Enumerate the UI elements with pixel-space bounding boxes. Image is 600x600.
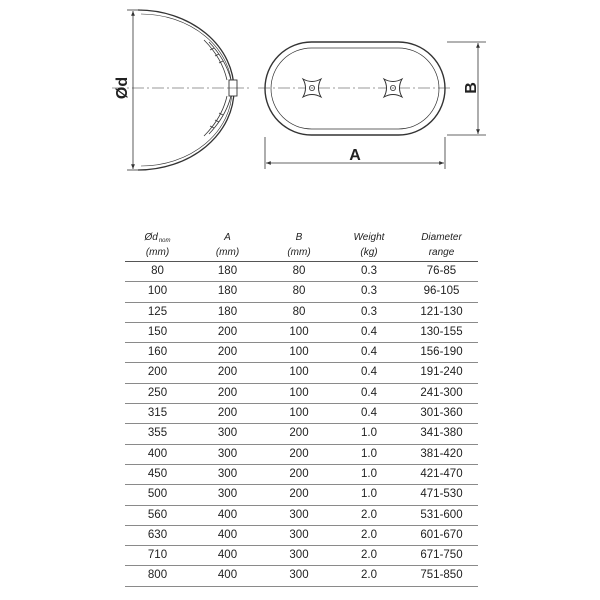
dim-b-cell: 300 [289, 508, 309, 521]
dim-a-cell: 400 [217, 549, 238, 562]
header-diameter-nom-title [125, 230, 190, 245]
dim-b-cell: 100 [289, 366, 309, 379]
diameter-range-cell: 471-530 [420, 488, 463, 501]
diameter-range-cell: 301-360 [420, 407, 463, 420]
dim-a-cell: 400 [217, 508, 238, 521]
diameter-range-cell: 96-105 [423, 285, 460, 298]
table-row [125, 566, 478, 586]
weight-cell: 1.0 [361, 467, 377, 480]
table-row [125, 526, 478, 546]
diameter-range-cell: 381-420 [420, 447, 463, 460]
header-weight [333, 228, 405, 261]
dim-b-cell: 300 [289, 569, 309, 582]
header-diameter-subscript: nom [158, 238, 171, 244]
dim-b-cell: 80 [292, 265, 306, 277]
header-diameter-symbol: Ød [144, 232, 158, 243]
table-body [125, 262, 478, 587]
diameter-nom-cell: 400 [147, 447, 168, 460]
table-row [125, 546, 478, 566]
header-weight-unit: (kg) [360, 247, 378, 258]
table-row [125, 506, 478, 526]
diameter-range-cell: 531-600 [420, 508, 463, 521]
table-row [125, 282, 478, 302]
header-diameter-unit: (mm) [145, 247, 170, 258]
diameter-nom-cell: 355 [147, 427, 168, 440]
dim-b-cell: 200 [289, 447, 309, 460]
dim-a-cell: 200 [217, 386, 238, 399]
table-row [125, 323, 478, 343]
header-dim-b-title: B [295, 232, 303, 243]
dim-b-cell: 300 [289, 549, 309, 562]
table-row [125, 384, 478, 404]
weight-cell: 0.4 [361, 325, 377, 338]
dim-a-cell: 180 [217, 305, 238, 318]
diameter-range-cell: 191-240 [420, 366, 463, 379]
length-dimension-label: A [349, 147, 361, 164]
dim-b-cell: 100 [289, 386, 309, 399]
diameter-range-cell: 751-850 [420, 569, 463, 582]
diameter-nom-cell: 150 [147, 325, 168, 338]
weight-cell: 0.4 [361, 407, 377, 420]
dim-a-cell: 200 [217, 346, 238, 359]
header-diameter-range-sub: range [428, 247, 455, 258]
width-dimension-label: B [463, 82, 480, 94]
diameter-range-cell: 241-300 [420, 386, 463, 399]
dim-a-cell: 300 [217, 427, 238, 440]
dim-b-cell: 300 [289, 528, 309, 541]
weight-cell: 2.0 [361, 528, 377, 541]
table-header [125, 228, 478, 262]
header-dim-b [265, 228, 333, 261]
diameter-nom-cell: 560 [147, 508, 168, 521]
weight-cell: 1.0 [361, 447, 377, 460]
dim-a-cell: 200 [217, 407, 238, 420]
dim-a-cell: 300 [217, 447, 238, 460]
dim-b-cell: 200 [289, 467, 309, 480]
diameter-nom-cell: 450 [147, 467, 168, 480]
diameter-dimension-label: Ød [114, 76, 131, 100]
dim-b-cell: 100 [289, 325, 309, 338]
cap-outer-contour [138, 10, 234, 170]
diameter-nom-cell: 80 [151, 265, 164, 277]
diameter-nom-cell: 200 [147, 366, 168, 379]
diameter-nom-cell: 800 [147, 569, 168, 582]
dim-a-cell: 300 [217, 488, 238, 501]
weight-cell: 0.3 [361, 305, 377, 318]
wing-nut-left [303, 79, 321, 97]
dim-a-cell: 200 [217, 325, 238, 338]
diameter-range-cell: 130-155 [420, 325, 463, 338]
oval-inner-contour [271, 48, 439, 129]
dim-a-cell: 400 [217, 569, 238, 582]
diameter-range-cell: 121-130 [420, 305, 463, 318]
dim-b-cell: 200 [289, 488, 309, 501]
diameter-nom-cell: 250 [147, 386, 168, 399]
dim-b-cell: 80 [292, 305, 306, 318]
diameter-range-cell: 421-470 [420, 467, 463, 480]
header-diameter-range [405, 228, 478, 261]
weight-cell: 0.3 [361, 265, 377, 277]
table-row [125, 485, 478, 505]
oval-outer-contour [265, 42, 445, 135]
weight-cell: 1.0 [361, 488, 377, 501]
dim-a-cell: 180 [217, 285, 238, 298]
table-row [125, 424, 478, 444]
header-dim-b-unit: (mm) [287, 247, 311, 258]
top-view [258, 42, 452, 135]
dim-b-cell: 100 [289, 407, 309, 420]
diameter-range-cell: 76-85 [426, 265, 457, 277]
table-row [125, 262, 478, 282]
diameter-range-cell: 341-380 [420, 427, 463, 440]
header-dim-a [190, 228, 265, 261]
weight-cell: 1.0 [361, 427, 377, 440]
dim-a-cell: 400 [217, 528, 238, 541]
diameter-nom-cell: 160 [147, 346, 168, 359]
diameter-nom-cell: 100 [147, 285, 168, 298]
weight-cell: 0.4 [361, 386, 377, 399]
diameter-nom-cell: 710 [147, 549, 168, 562]
dim-b-cell: 80 [292, 285, 306, 298]
table-row [125, 445, 478, 465]
weight-cell: 0.4 [361, 346, 377, 359]
diameter-nom-cell: 125 [147, 305, 168, 318]
diameter-nom-cell: 500 [147, 488, 168, 501]
specification-table [125, 228, 478, 587]
weight-cell: 2.0 [361, 569, 377, 582]
diameter-range-cell: 601-670 [420, 528, 463, 541]
wing-nut-right [384, 79, 402, 97]
technical-drawing [0, 0, 600, 210]
weight-cell: 0.4 [361, 366, 377, 379]
dim-a-cell: 180 [217, 265, 238, 277]
header-dim-a-unit: (mm) [215, 247, 240, 258]
weight-cell: 2.0 [361, 508, 377, 521]
header-diameter-range-title: Diameter [421, 232, 462, 243]
inner-plate-lower [204, 96, 227, 136]
diameter-nom-cell: 315 [147, 407, 168, 420]
header-diameter-nom [125, 228, 190, 261]
table-row [125, 465, 478, 485]
diameter-nom-cell: 630 [147, 528, 168, 541]
header-dim-a-title: A [224, 232, 231, 243]
table-row [125, 303, 478, 323]
dim-b-cell: 200 [289, 427, 309, 440]
weight-cell: 0.3 [361, 285, 377, 298]
dim-a-cell: 300 [217, 467, 238, 480]
weight-cell: 2.0 [361, 549, 377, 562]
cap-inner-contour [141, 14, 232, 166]
table-row [125, 404, 478, 424]
table-row [125, 343, 478, 363]
table-row [125, 363, 478, 383]
header-weight-title: Weight [353, 232, 385, 243]
dim-b-cell: 100 [289, 346, 309, 359]
diameter-range-cell: 671-750 [420, 549, 463, 562]
dim-a-cell: 200 [217, 366, 238, 379]
diameter-range-cell: 156-190 [420, 346, 463, 359]
